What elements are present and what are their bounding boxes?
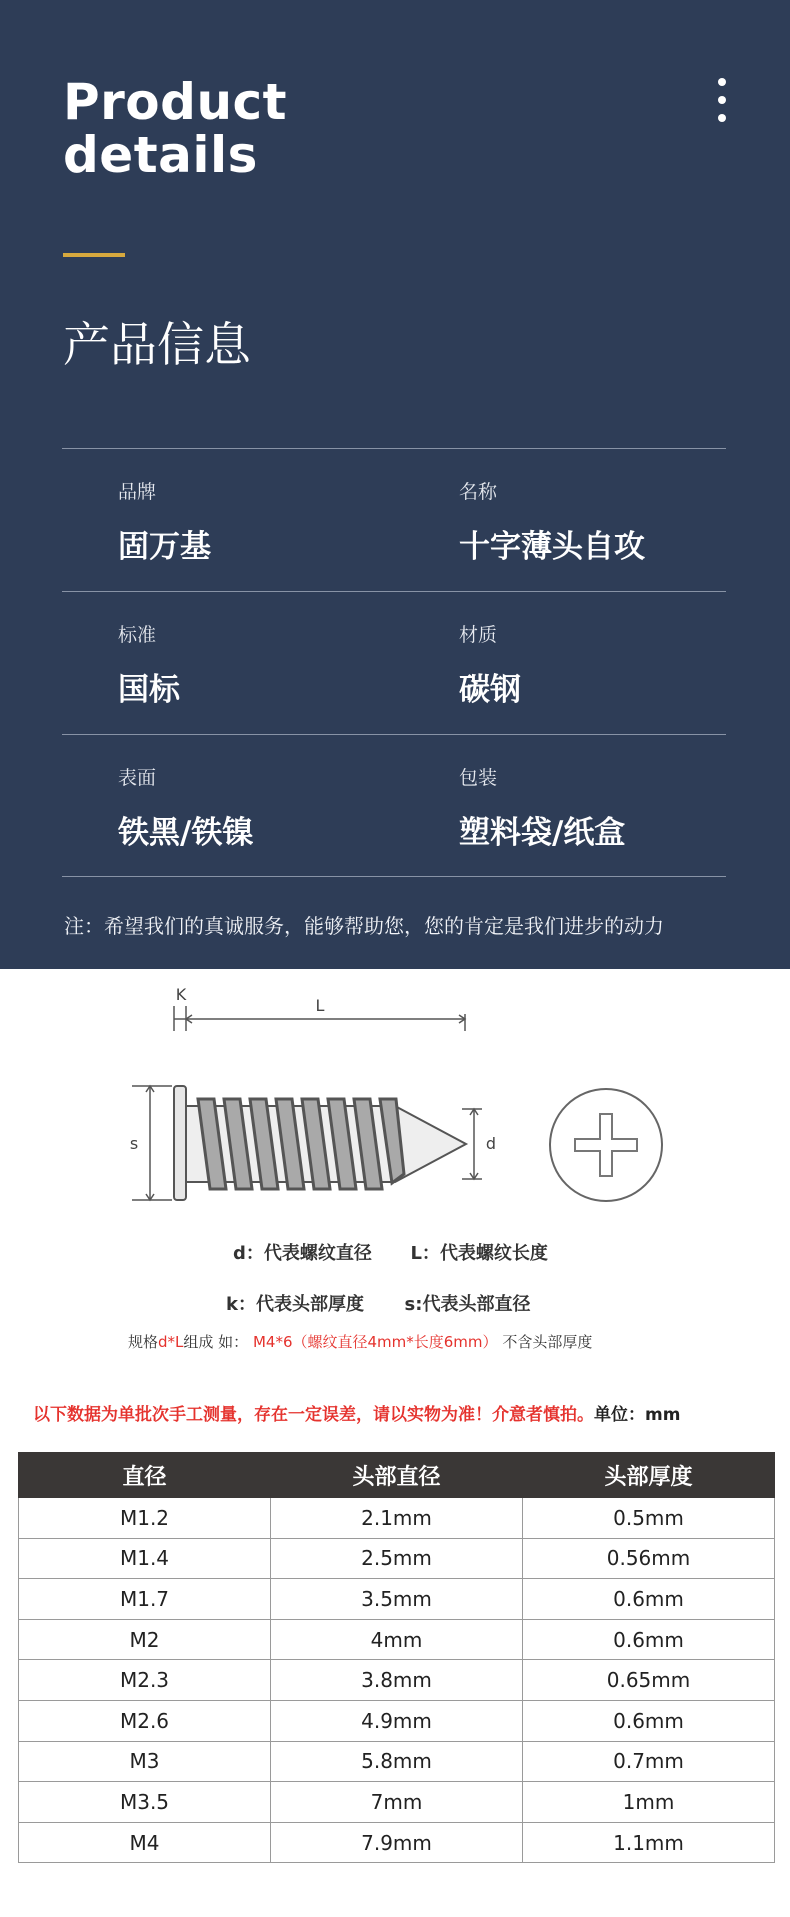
spec-format-line xyxy=(128,1331,592,1352)
product-info-heading: 产品信息 xyxy=(63,318,251,373)
spec-value: 碳钢 xyxy=(459,672,521,708)
measurement-warning xyxy=(33,1400,680,1425)
label-d: d xyxy=(485,1134,497,1153)
cell-head-diameter: 2.1mm xyxy=(271,1498,523,1539)
label-s: s xyxy=(129,1134,139,1153)
service-note: 注：希望我们的真诚服务，能够帮助您，您的肯定是我们进步的动力 xyxy=(64,914,664,938)
table-row xyxy=(19,1619,775,1660)
table-header-row xyxy=(19,1453,775,1498)
cell-head-thickness: 0.5mm xyxy=(523,1498,775,1539)
table-row xyxy=(19,1822,775,1863)
cell-head-thickness: 0.65mm xyxy=(523,1660,775,1701)
spec-value: 十字薄头自攻 xyxy=(459,529,645,565)
cell-head-diameter: 4mm xyxy=(271,1619,523,1660)
cell-head-diameter: 7mm xyxy=(271,1782,523,1823)
cell-head-thickness: 0.7mm xyxy=(523,1741,775,1782)
table-row xyxy=(19,1579,775,1620)
cell-head-thickness: 1mm xyxy=(523,1782,775,1823)
column-header-head-thickness: 头部厚度 xyxy=(523,1453,775,1498)
legend-d-line xyxy=(233,1239,548,1265)
legend-l-text: 代表螺纹长度 xyxy=(439,1243,548,1264)
legend-k-key: k： xyxy=(226,1294,256,1315)
spec-value: 铁黑/铁镍 xyxy=(118,815,254,851)
cell-head-diameter: 7.9mm xyxy=(271,1822,523,1863)
spec-label: 标准 xyxy=(118,624,157,646)
spec-format-example: M4*6（螺纹直径4mm*长度6mm） xyxy=(252,1333,498,1351)
cell-diameter: M2.6 xyxy=(19,1700,271,1741)
legend-d-text: 代表螺纹直径 xyxy=(263,1243,372,1264)
cell-head-thickness: 0.56mm xyxy=(523,1538,775,1579)
accent-divider xyxy=(63,253,125,257)
cell-head-diameter: 5.8mm xyxy=(271,1741,523,1782)
unit-label: 单位：mm xyxy=(594,1405,681,1425)
spec-label: 品牌 xyxy=(118,481,157,503)
column-header-diameter: 直径 xyxy=(19,1453,271,1498)
spec-row xyxy=(62,448,726,591)
table-row xyxy=(19,1660,775,1701)
table-row xyxy=(19,1498,775,1539)
label-k: K xyxy=(175,985,187,1004)
spec-row xyxy=(62,591,726,734)
table-row xyxy=(19,1700,775,1741)
cell-head-thickness: 0.6mm xyxy=(523,1619,775,1660)
legend-s-key: s: xyxy=(404,1294,423,1315)
cell-diameter: M1.2 xyxy=(19,1498,271,1539)
spec-value: 塑料袋/纸盒 xyxy=(459,815,626,851)
spec-format-mid: 组成 如： xyxy=(183,1333,249,1351)
cell-diameter: M4 xyxy=(19,1822,271,1863)
menu-dot-icon xyxy=(718,78,726,86)
cell-head-diameter: 4.9mm xyxy=(271,1700,523,1741)
cell-diameter: M2 xyxy=(19,1619,271,1660)
menu-dot-icon xyxy=(718,114,726,122)
legend-k-line xyxy=(226,1290,530,1316)
cell-head-diameter: 2.5mm xyxy=(271,1538,523,1579)
cell-head-thickness: 1.1mm xyxy=(523,1822,775,1863)
cell-diameter: M3 xyxy=(19,1741,271,1782)
spec-value: 国标 xyxy=(118,672,180,708)
product-details-title: Product details xyxy=(63,73,288,184)
spec-format-prefix: 规格 xyxy=(128,1333,159,1351)
menu-dot-icon xyxy=(718,96,726,104)
column-header-head-diameter: 头部直径 xyxy=(271,1453,523,1498)
spec-label: 包装 xyxy=(459,767,498,789)
spec-label: 名称 xyxy=(459,481,498,503)
warning-text: 以下数据为单批次手工测量，存在一定误差，请以实物为准！介意者慎拍。 xyxy=(33,1405,594,1425)
screw-head xyxy=(174,1086,186,1200)
legend-k-text: 代表头部厚度 xyxy=(255,1294,364,1315)
kebab-menu-icon[interactable] xyxy=(712,76,732,126)
cell-head-diameter: 3.5mm xyxy=(271,1579,523,1620)
cell-head-thickness: 0.6mm xyxy=(523,1700,775,1741)
legend-l-key: L： xyxy=(410,1243,440,1264)
spec-format-dl: d*L xyxy=(158,1333,184,1351)
spec-label: 表面 xyxy=(118,767,157,789)
legend-d-key: d： xyxy=(233,1243,264,1264)
table-row xyxy=(19,1782,775,1823)
spec-row xyxy=(62,734,726,877)
cell-diameter: M1.4 xyxy=(19,1538,271,1579)
screw-dimension-diagram xyxy=(0,969,790,1449)
label-l: L xyxy=(315,996,325,1015)
spec-grid xyxy=(62,448,726,877)
cell-diameter: M1.7 xyxy=(19,1579,271,1620)
cell-head-thickness: 0.6mm xyxy=(523,1579,775,1620)
table-row xyxy=(19,1538,775,1579)
cell-diameter: M2.3 xyxy=(19,1660,271,1701)
spec-label: 材质 xyxy=(459,624,498,646)
size-table xyxy=(18,1452,775,1863)
screw-drawing xyxy=(0,969,790,1449)
spec-value: 固万基 xyxy=(118,529,211,565)
legend-s-text: 代表头部直径 xyxy=(422,1294,531,1315)
cell-head-diameter: 3.8mm xyxy=(271,1660,523,1701)
spec-format-suffix: 不含头部厚度 xyxy=(502,1333,593,1351)
cell-diameter: M3.5 xyxy=(19,1782,271,1823)
table-row xyxy=(19,1741,775,1782)
